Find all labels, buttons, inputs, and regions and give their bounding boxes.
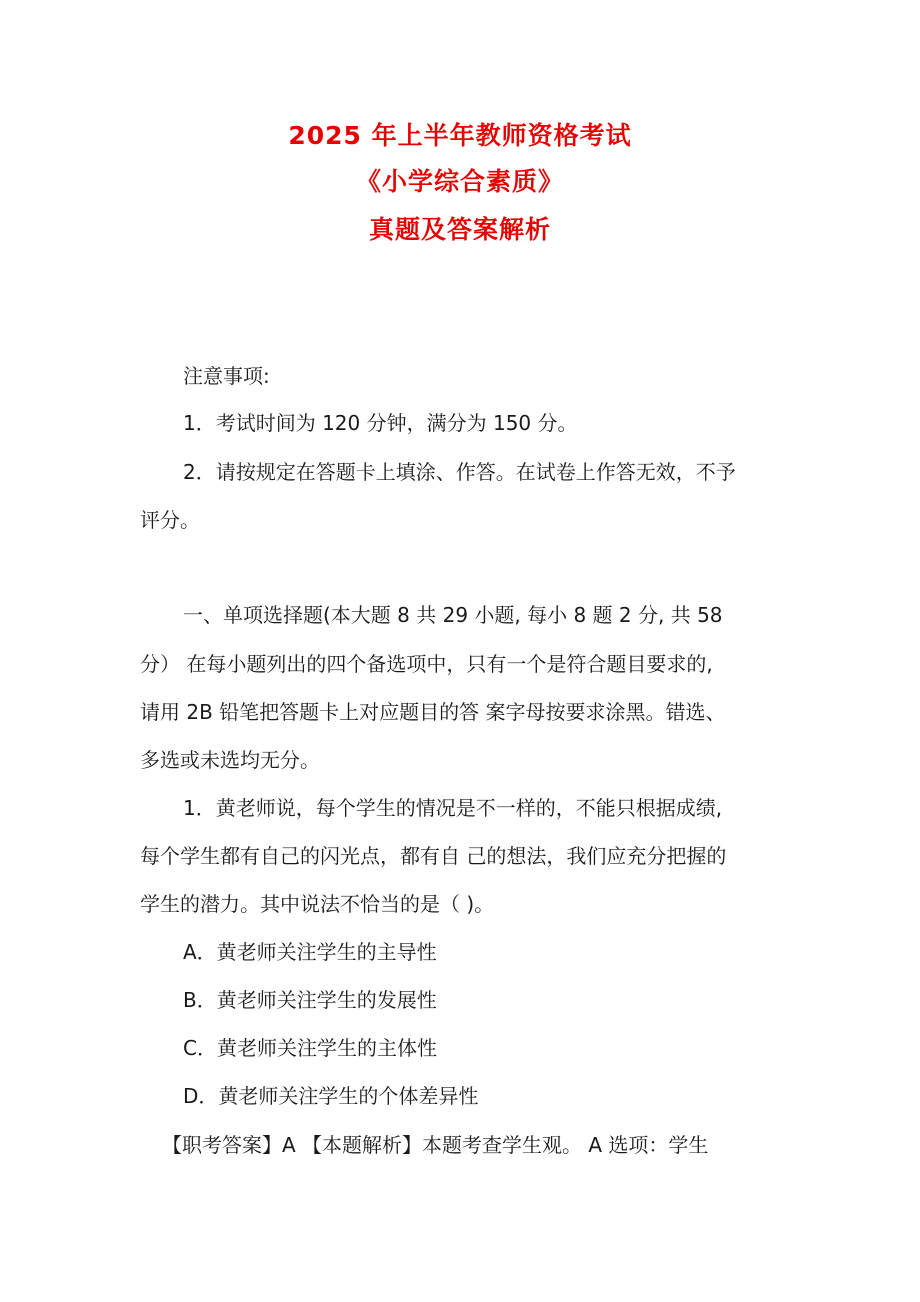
notice-heading: 注意事项: <box>183 364 270 388</box>
option-a: A．黄老师关注学生的主导性 <box>183 940 437 964</box>
title-line-subject: 《小学综合素质》 <box>355 167 564 196</box>
question-stem-line-3: 学生的潜力。其中说法不恰当的是（ )。 <box>140 892 495 916</box>
option-c: C．黄老师关注学生的主体性 <box>183 1036 437 1060</box>
question-stem-line-1: 1．黄老师说，每个学生的情况是不一样的，不能只根据成绩, <box>183 796 723 820</box>
section-instructions-line-2: 分） 在每小题列出的四个备选项中，只有一个是符合题目要求的, <box>140 652 713 676</box>
section-instructions-line-4: 多选或未选均无分。 <box>140 748 320 772</box>
notice-item-2-line-1: 2．请按规定在答题卡上填涂、作答。在试卷上作答无效，不予 <box>183 460 736 484</box>
title-line-answers: 真题及答案解析 <box>368 215 551 244</box>
notice-item-2-line-2: 评分。 <box>140 508 200 532</box>
answer-explanation-line: 【职考答案】A 【本题解析】本题考查学生观。 A 选项：学生 <box>162 1133 709 1157</box>
question-stem-line-2: 每个学生都有自己的闪光点，都有自 己的想法，我们应充分把握的 <box>140 844 727 868</box>
notice-item-1: 1．考试时间为 120 分钟，满分为 150 分。 <box>183 411 578 435</box>
option-b: B．黄老师关注学生的发展性 <box>183 988 437 1012</box>
section-instructions-line-3: 请用 2B 铅笔把答题卡上对应题目的答 案字母按要求涂黑。错选、 <box>140 700 726 724</box>
option-d: D．黄老师关注学生的个体差异性 <box>183 1084 479 1108</box>
title-line-year: 2025 年上半年教师资格考试 <box>288 121 632 150</box>
section-instructions-line-1: 一、单项选择题(本大题 8 共 29 小题, 每小 8 题 2 分, 共 58 <box>183 603 723 627</box>
